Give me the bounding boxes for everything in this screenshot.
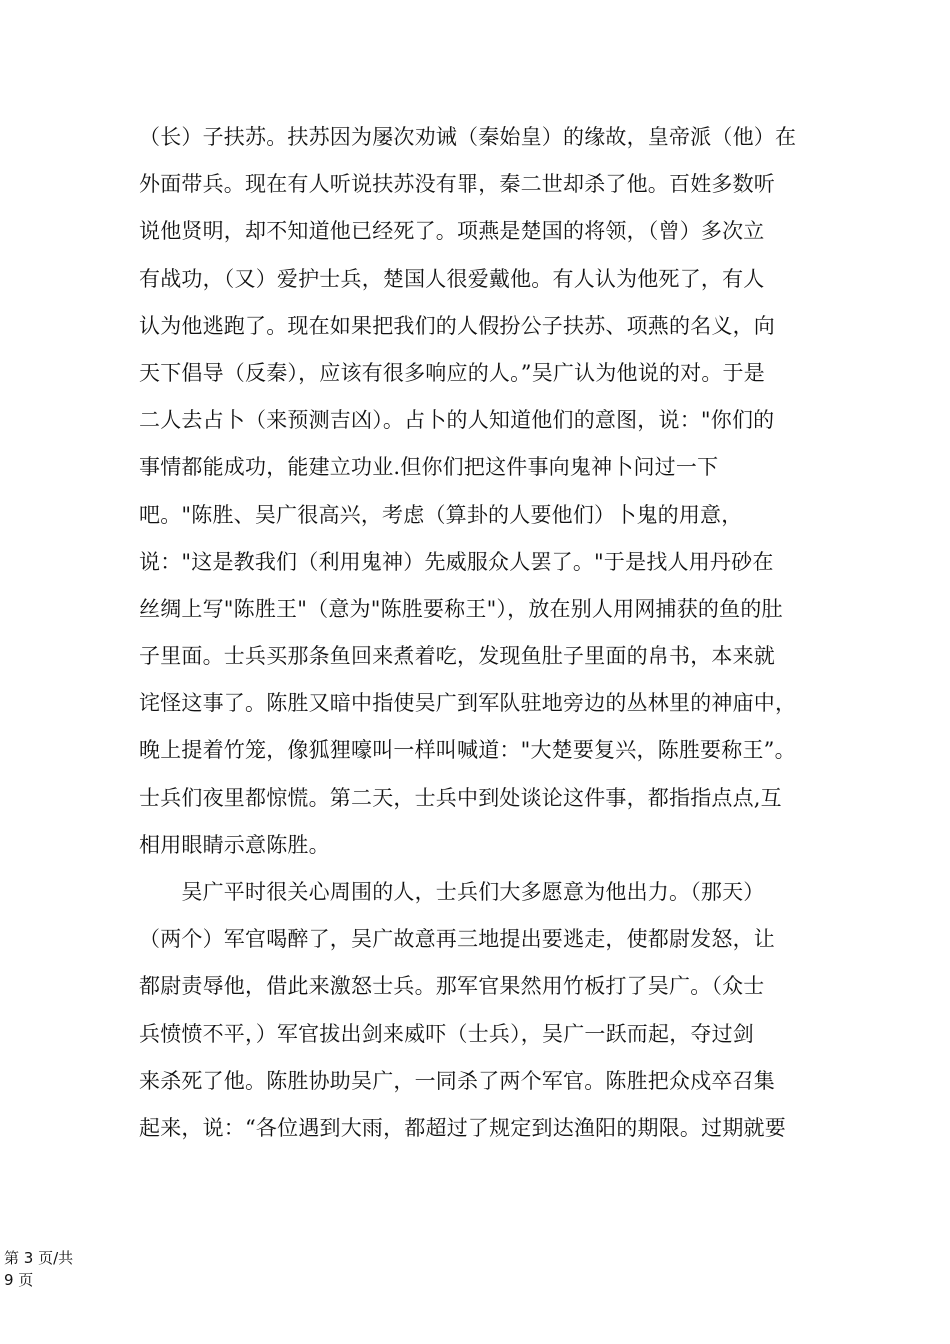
text-line: （长）子扶苏。扶苏因为屡次劝诫（秦始皇）的缘故，皇帝派（他）在: [139, 125, 797, 149]
text-line: 二人去占卜（来预测吉凶）。占卜的人知道他们的意图，说："你们的: [139, 408, 775, 433]
text-line: 晚上提着竹笼，像狐狸嚎叫一样叫喊道："大楚要复兴，陈胜要称王”。: [139, 738, 796, 763]
text-line: 吧。"陈胜、吴广很高兴，考虑（算卦的人要他们）卜鬼的用意，: [139, 502, 743, 527]
text-line: 都尉责辱他，借此来激怒士兵。那军官果然用竹板打了吴广。（众士: [139, 974, 765, 999]
text-line: 吴广平时很关心周围的人，士兵们大多愿意为他出力。（那天）: [139, 880, 765, 904]
text-line: 说他贤明，却不知道他已经死了。项燕是楚国的将领，（曾）多次立: [139, 219, 765, 244]
text-line: 士兵们夜里都惊慌。第二天，士兵中到处谈论这件事，都指指点点,互: [139, 785, 782, 810]
text-line: 事情都能成功，能建立功业.但你们把这件事向鬼神卜问过一下: [139, 455, 719, 480]
document-body: [139, 114, 829, 1152]
text-line: 来杀死了他。陈胜协助吴广，一同杀了两个军官。陈胜把众戍卒召集: [139, 1068, 775, 1093]
text-line: （两个）军官喝醉了，吴广故意再三地提出要逃走，使都尉发怒，让: [139, 927, 775, 952]
text-line: 丝绸上写"陈胜王"（意为"陈胜要称王"），放在别人用网捕获的鱼的肚: [139, 596, 783, 621]
page-number-line-1: 第 3 页/共: [4, 1249, 74, 1267]
text-line: 认为他逃跑了。现在如果把我们的人假扮公子扶苏、项燕的名义，向: [139, 313, 775, 338]
text-line: 说："这是教我们（利用鬼神）先威服众人罢了。"于是找人用丹砂在: [139, 549, 774, 574]
text-line: 有战功，（又）爱护士兵，楚国人很爱戴他。有人认为他死了，有人: [139, 266, 765, 291]
text-line: 天下倡导（反秦），应该有很多响应的人。”吴广认为他说的对。于是: [139, 360, 765, 385]
text-line: 外面带兵。现在有人听说扶苏没有罪，秦二世却杀了他。百姓多数听: [139, 172, 775, 197]
text-line: 兵愤愤不平，）军官拔出剑来威吓（士兵），吴广一跃而起，夺过剑: [139, 1021, 754, 1046]
text-line: 子里面。士兵买那条鱼回来煮着吃，发现鱼肚子里面的帛书，本来就: [139, 644, 775, 669]
page-number-line-2: 9 页: [4, 1271, 34, 1289]
text-line: 起来，说：“各位遇到大雨，都超过了规定到达渔阳的期限。过期就要: [139, 1115, 786, 1140]
text-line: 相用眼睛示意陈胜。: [139, 832, 330, 857]
page-number-footer: [4, 1247, 73, 1291]
text-line: 诧怪这事了。陈胜又暗中指使吴广到军队驻地旁边的丛林里的神庙中，: [139, 691, 797, 716]
